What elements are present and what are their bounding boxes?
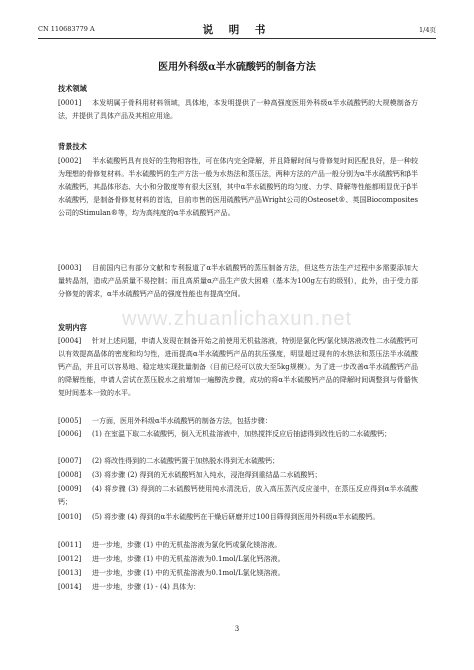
paragraph-0004 (58, 335, 418, 400)
paragraph-0013 (58, 567, 418, 580)
paragraph-number: [0014] (58, 583, 82, 591)
watermark: www.zhuanlichaxun.net (121, 308, 352, 330)
paragraph-0008 (58, 469, 418, 482)
page-of: 1/4页 (419, 26, 436, 34)
paragraph-number: [0010] (58, 513, 82, 521)
paragraph-number: [0012] (58, 555, 82, 563)
section-background: 背景技术 (58, 142, 87, 151)
document-title: 医用外科级α半水硫酸钙的制备方法 (158, 62, 316, 73)
paragraph-0001 (58, 97, 418, 123)
paragraph-0006 (58, 428, 418, 441)
paragraph-0005 (58, 415, 418, 428)
paragraph-number: [0004] (58, 337, 82, 345)
paragraph-text: (3) 将步骤 (2) 得到的无水硫酸钙加入纯水，浸泡得到重结晶二水硫酸钙； (92, 471, 322, 479)
paragraph-text: 目前国内已有部分文献和专利报道了α半水硫酸钙的蒸压制备方法，但这些方法生产过程中多需要添加大量转晶剂，造成产品质量不易控制；而且高质量α产品生产放大困难（基本为100g左右的级别），此外，由于受力部分修复的需求，α半水硫酸钙产品的强度性能也有提高空间。 (58, 264, 418, 298)
header-rule (38, 38, 436, 39)
paragraph-number: [0001] (58, 99, 82, 107)
doc-number: CN 110683779 A (38, 25, 95, 33)
paragraph-number: [0008] (58, 471, 82, 479)
page-number: 3 (234, 625, 240, 633)
paragraph-text: (1) 在室温下取二水硫酸钙，倒入无机盐溶液中，加热搅拌反应后抽滤得到改性后的二水硫酸钙； (92, 430, 392, 438)
paragraph-number: [0002] (58, 157, 82, 165)
paragraph-0009 (58, 483, 418, 509)
paragraph-number: [0007] (58, 457, 82, 465)
paragraph-text: 进一步地，步骤 (1) 中的无机盐溶液为0.1mol/L氯化钙溶液。 (92, 555, 285, 563)
paragraph-text: (5) 将步骤 (4) 得到的α半水硫酸钙在干燥后研磨并过100目筛得到医用外科级α半水硫酸钙。 (92, 513, 380, 521)
paragraph-0014 (58, 581, 418, 594)
section-content: 发明内容 (58, 323, 87, 332)
paragraph-0011 (58, 539, 418, 552)
page-header (38, 22, 436, 38)
paragraph-0012 (58, 553, 418, 566)
paragraph-number: [0009] (58, 485, 82, 493)
paragraph-text: 一方面，医用外科级α半水硫酸钙的制备方法，包括步骤： (92, 417, 272, 425)
paragraph-text: 针对上述问题，申请人发现在制备开始之前使用无机盐溶液，特别是氯化钙/氯化镁溶液改性二水硫酸钙可以有效提高晶体的密度和均匀性，进而提高α半水硫酸钙产品的抗压强度，明显超过现有的水热法和蒸压法半水硫酸钙产品，并且可以容易地、稳定地实现批量制备（目前已经可以放大至5kg规模）。为了进一步改善α半水硫酸钙产品的降解性能，申请人尝试在蒸压脱水之前增加一遍醇洗步骤，成功的将α半水硫酸钙产品的降解时间调整到与骨骼恢复时间基本一致的水平。 (58, 337, 418, 397)
paragraph-text: 半水硫酸钙具有良好的生物相容性，可在体内完全降解，并且降解时间与骨修复时间匹配良好，是一种较为理想的骨修复材料。半水硫酸钙的生产方法一般为水热法和蒸压法，两种方法的产品一般分别为α半水硫酸钙和β半水硫酸钙，其晶体形态、大小和分散度等有很大区别，其中α半水硫酸钙的均匀度、力学、降解等性能都明显优于β半水硫酸钙，是制备骨修复材料的首选，目前市售的医用硫酸钙产品Wright公司的Osteoset®、英国Biocomposites公司的Stimulan®等，均为高纯度的α半水硫酸钙产品。 (58, 157, 418, 217)
paragraph-text: (2) 将改性得到的二水硫酸钙置于加热脱水得到无水硫酸钙； (92, 457, 280, 465)
paragraph-0002 (58, 155, 418, 220)
paragraph-number: [0013] (58, 569, 82, 577)
paragraph-text: (4) 将步骤 (3) 得到的二水硫酸钙使用纯水清洗后，放入高压蒸汽反应釜中，在蒸压反应得到α半水硫酸钙； (58, 485, 418, 506)
paragraph-number: [0005] (58, 417, 82, 425)
paragraph-text: 本发明属于骨科用材料领域，具体地，本发明提供了一种高强度医用外科级α半水硫酸钙的大规模制备方法，并提供了具体产品及其相应用途。 (58, 99, 418, 120)
doc-type: 说 明 书 (202, 24, 272, 36)
paragraph-text: 进一步地，步骤 (1) 中的无机盐溶液为0.1mol/L氯化镁溶液。 (92, 569, 285, 577)
section-tech-field: 技术领域 (58, 84, 87, 93)
paragraph-0010 (58, 511, 418, 524)
paragraph-number: [0006] (58, 430, 82, 438)
paragraph-text: 进一步地，步骤 (1) - (4) 具体为： (92, 583, 201, 591)
paragraph-0003 (58, 262, 418, 301)
paragraph-text: 进一步地，步骤 (1) 中的无机盐溶液为氯化钙或氯化镁溶液。 (92, 541, 282, 549)
paragraph-number: [0003] (58, 264, 82, 272)
paragraph-0007 (58, 455, 418, 468)
paragraph-number: [0011] (58, 541, 82, 549)
